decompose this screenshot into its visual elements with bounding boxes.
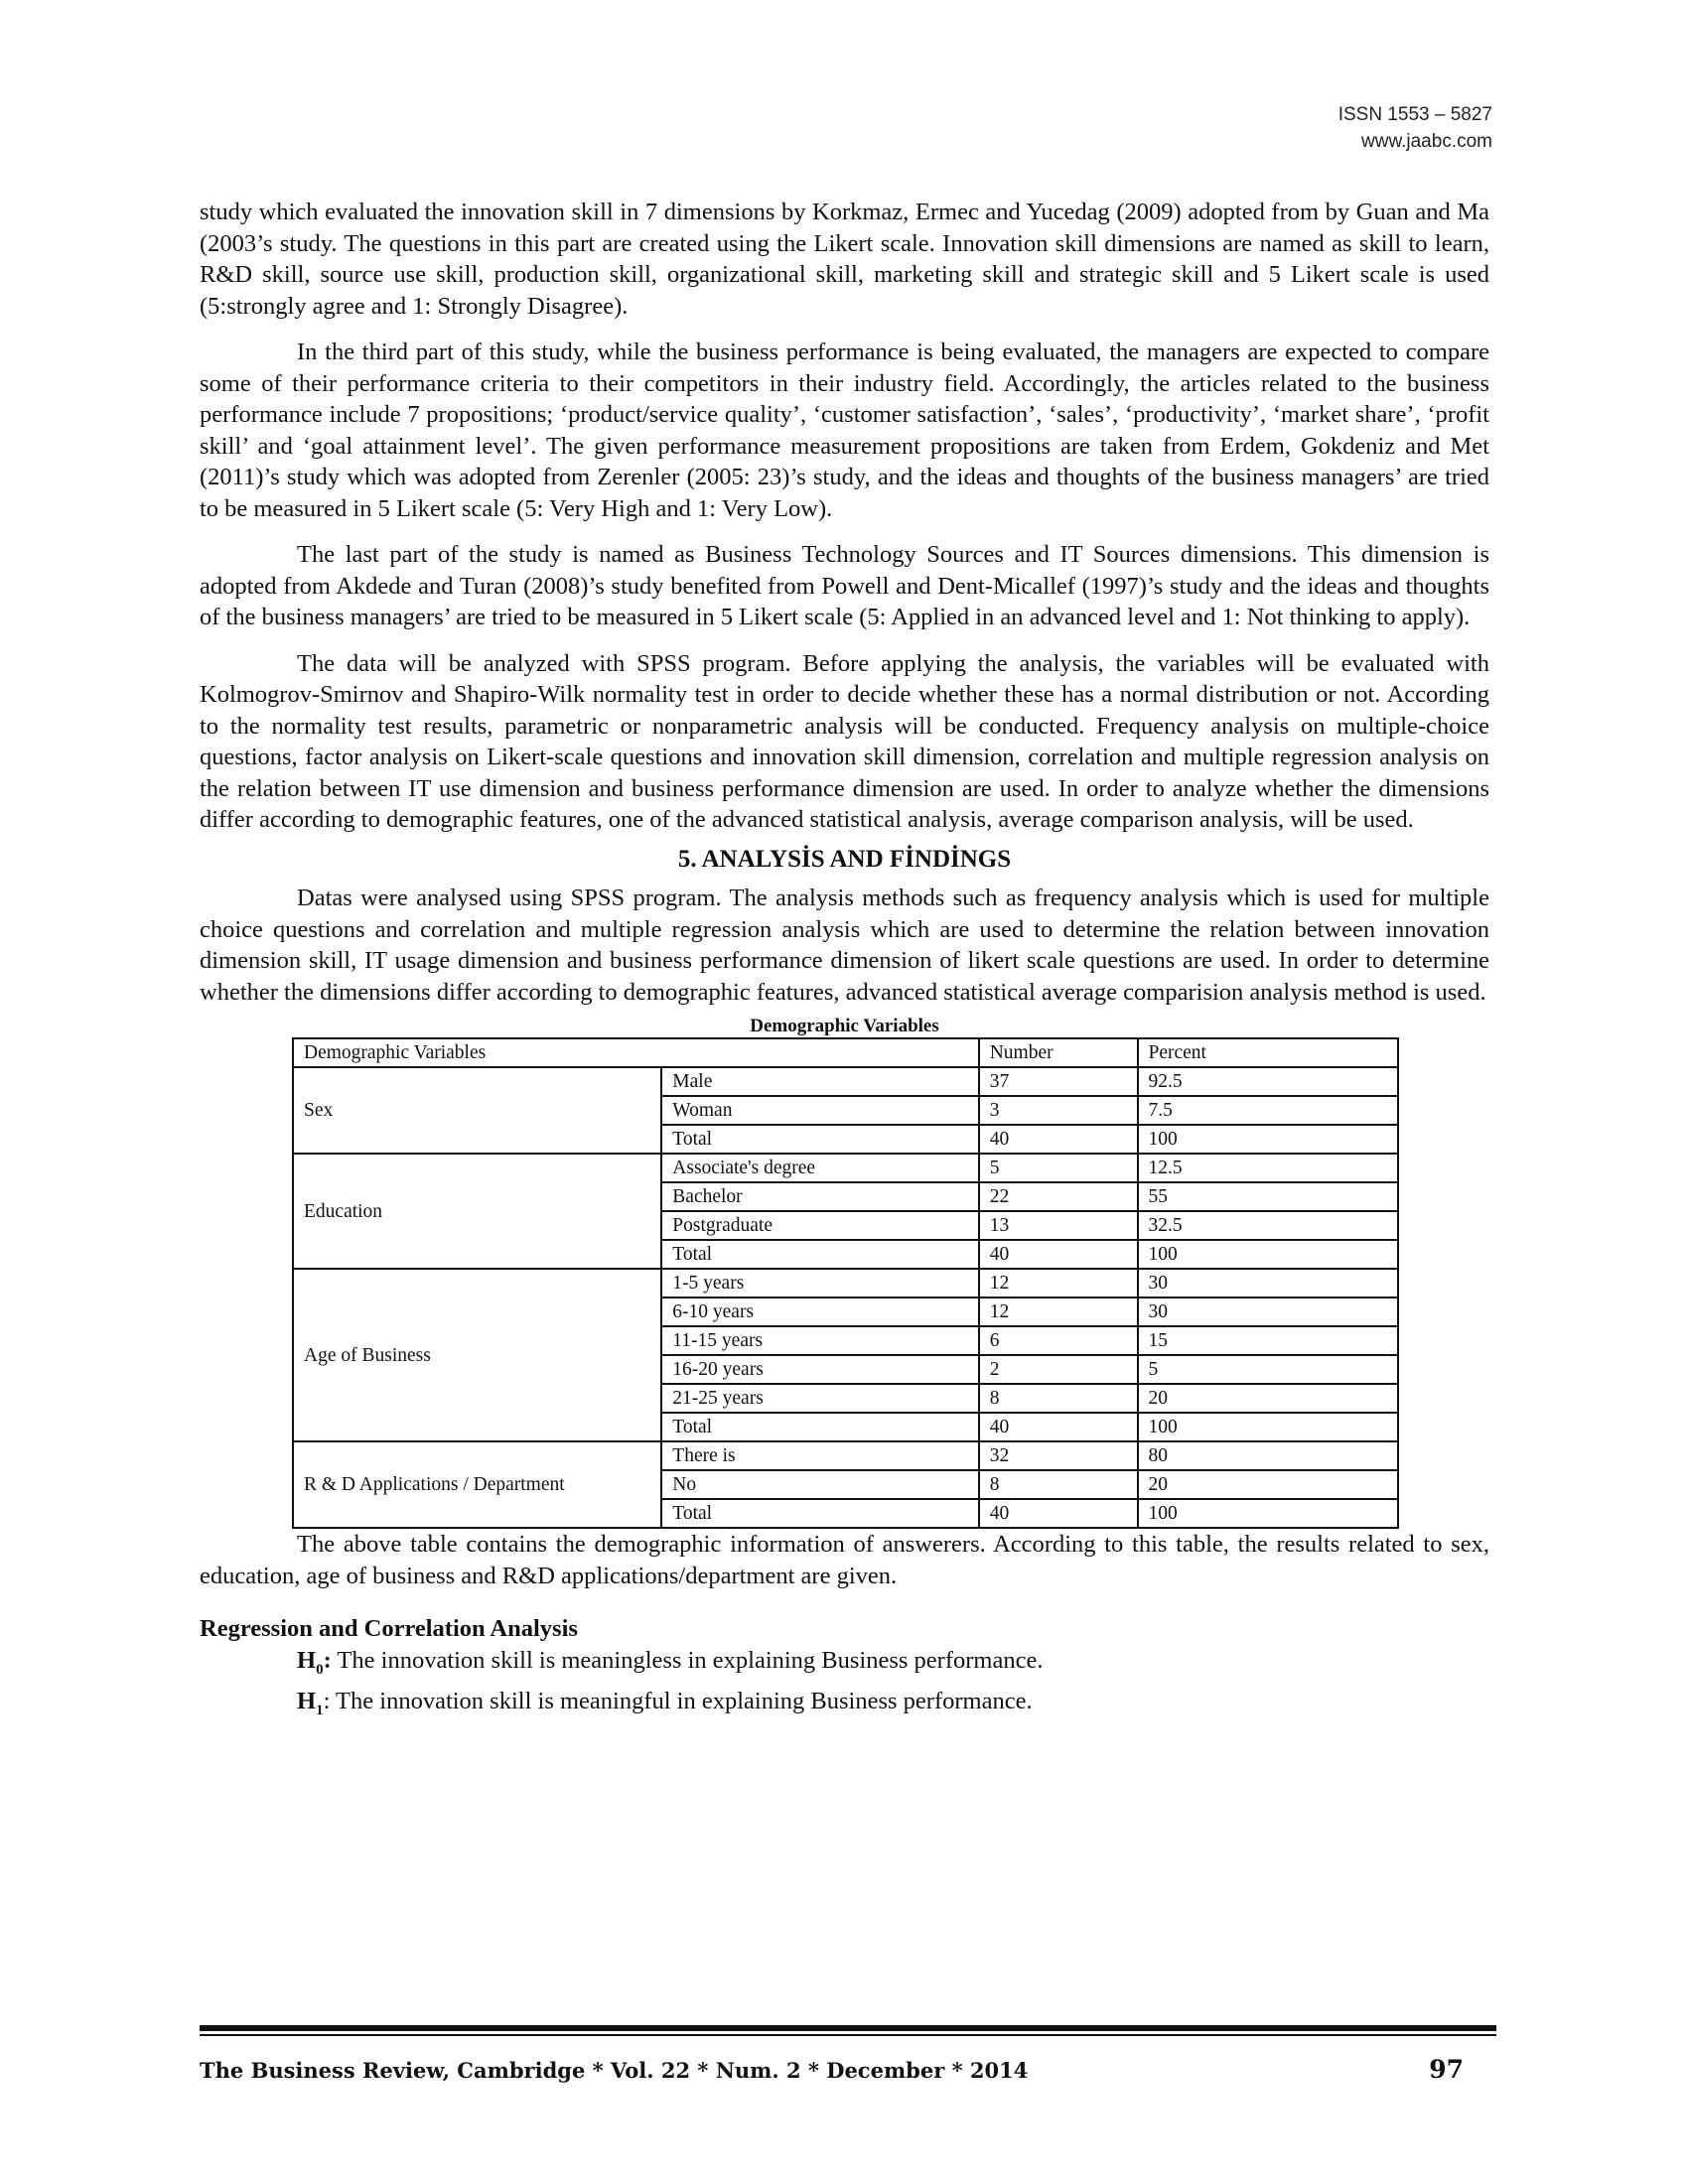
hypothesis-letter: H (297, 1687, 317, 1714)
journal-header (1338, 101, 1492, 155)
table-row (293, 1154, 1398, 1182)
number-cell: 40 (979, 1125, 1138, 1154)
demographic-table-body (293, 1038, 1398, 1528)
hypothesis-h0 (297, 1645, 1489, 1686)
number-cell: 2 (979, 1355, 1138, 1384)
category-cell: Male (661, 1067, 978, 1096)
number-cell: 40 (979, 1413, 1138, 1441)
category-cell: 6-10 years (661, 1297, 978, 1326)
table-caption: Demographic Variables (750, 1016, 939, 1036)
hypothesis-text: : The innovation skill is meaningful in explaining Business performance. (323, 1687, 1033, 1714)
number-cell: 12 (979, 1269, 1138, 1297)
number-cell: 8 (979, 1470, 1138, 1499)
category-cell: Postgraduate (661, 1211, 978, 1240)
subsection-heading: Regression and Correlation Analysis (200, 1615, 578, 1642)
hypothesis-letter: H (297, 1646, 317, 1674)
percent-cell: 30 (1138, 1297, 1399, 1326)
page-number: 97 (1429, 2055, 1464, 2084)
percent-cell: 15 (1138, 1326, 1399, 1355)
category-cell: There is (661, 1441, 978, 1470)
category-cell: 1-5 years (661, 1269, 978, 1297)
number-cell: 22 (979, 1182, 1138, 1211)
number-cell: 6 (979, 1326, 1138, 1355)
group-label-cell: Sex (293, 1067, 661, 1154)
percent-cell: 20 (1138, 1470, 1399, 1499)
percent-cell: 100 (1138, 1413, 1399, 1441)
category-cell: Total (661, 1125, 978, 1154)
percent-cell: 30 (1138, 1269, 1399, 1297)
percent-cell: 32.5 (1138, 1211, 1399, 1240)
hypothesis-colon: : (323, 1646, 332, 1674)
category-cell: 11-15 years (661, 1326, 978, 1355)
category-cell: Woman (661, 1096, 978, 1125)
table-row (293, 1441, 1398, 1470)
hypothesis-h1 (297, 1686, 1489, 1726)
paragraph: The above table contains the demographic information of answerers. According to this table, the results related to sex, education, age of business and R&D applications/department are given. (200, 1531, 1489, 1589)
paragraph: Datas were analysed using SPSS program. The analysis methods such as frequency analysis which is used for multiple choice questions and correlation and multiple regression analysis which are used to determine the relation between innovation dimension skill, IT usage dimension and business performance dimension of likert scale questions are used. In order to determine whether the dimensions differ according to demographic features, advanced statistical average comparision analysis method is used. (200, 885, 1489, 1006)
footer-journal-citation: The Business Review, Cambridge * Vol. 22 * Num. 2 * December * 2014 (200, 2058, 1029, 2083)
header-cell: Number (979, 1038, 1138, 1067)
paragraph: In the third part of this study, while the business performance is being evaluated, the managers are expected to compare some of their performance criteria to their competitors in their industry field. Accordingly, the articles related to the business performance include 7 propositions; ‘product/service quality’, ‘customer satisfaction’, ‘sales’, ‘productivity’, ‘market share’, ‘profit skill’ and ‘goal attainment level’. The given performance measurement propositions are taken from Erdem, Gokdeniz and Met (2011)’s study which was adopted from Zerenler (2005: 23)’s study, and the ideas and thoughts of the business managers’ are tried to be measured in 5 Likert scale (5: Very High and 1: Very Low). (200, 339, 1489, 522)
header-cell: Percent (1138, 1038, 1399, 1067)
table-row (293, 1067, 1398, 1096)
demographic-table (292, 1037, 1399, 1529)
number-cell: 32 (979, 1441, 1138, 1470)
paragraph: The last part of the study is named as Business Technology Sources and IT Sources dimensions. This dimension is adopted from Akdede and Turan (2008)’s study benefited from Powell and Dent-Micallef (1997)’s study and the ideas and thoughts of the business managers’ are tried to be measured in 5 Likert scale (5: Applied in an advanced level and 1: Not thinking to apply). (200, 541, 1489, 630)
number-cell: 13 (979, 1211, 1138, 1240)
number-cell: 8 (979, 1384, 1138, 1413)
percent-cell: 80 (1138, 1441, 1399, 1470)
group-label-cell: Age of Business (293, 1269, 661, 1441)
group-label-cell: R & D Applications / Department (293, 1441, 661, 1528)
percent-cell: 5 (1138, 1355, 1399, 1384)
percent-cell: 92.5 (1138, 1067, 1399, 1096)
header-cell: Demographic Variables (293, 1038, 979, 1067)
category-cell: Total (661, 1413, 978, 1441)
category-cell: 21-25 years (661, 1384, 978, 1413)
category-cell: 16-20 years (661, 1355, 978, 1384)
percent-cell: 100 (1138, 1125, 1399, 1154)
hypothesis-label (297, 1687, 324, 1718)
number-cell: 40 (979, 1499, 1138, 1528)
hypothesis-label (297, 1646, 332, 1678)
percent-cell: 100 (1138, 1240, 1399, 1269)
category-cell: No (661, 1470, 978, 1499)
percent-cell: 12.5 (1138, 1154, 1399, 1182)
number-cell: 3 (979, 1096, 1138, 1125)
number-cell: 40 (979, 1240, 1138, 1269)
category-cell: Bachelor (661, 1182, 978, 1211)
journal-website: www.jaabc.com (1361, 131, 1492, 152)
category-cell: Total (661, 1499, 978, 1528)
group-label-cell: Education (293, 1154, 661, 1269)
hypothesis-subscript: 0 (316, 1661, 324, 1678)
percent-cell: 20 (1138, 1384, 1399, 1413)
hypothesis-text: The innovation skill is meaningless in explaining Business performance. (331, 1646, 1044, 1674)
number-cell: 12 (979, 1297, 1138, 1326)
percent-cell: 7.5 (1138, 1096, 1399, 1125)
table-row (293, 1269, 1398, 1297)
hypothesis-subscript: 1 (316, 1702, 324, 1718)
number-cell: 37 (979, 1067, 1138, 1096)
footer-rule-thin (200, 2034, 1496, 2036)
number-cell: 5 (979, 1154, 1138, 1182)
section-heading: 5. ANALYSİS AND FİNDİNGS (677, 845, 1012, 873)
category-cell: Associate's degree (661, 1154, 978, 1182)
percent-cell: 55 (1138, 1182, 1399, 1211)
paragraph: study which evaluated the innovation skill in 7 dimensions by Korkmaz, Ermec and Yucedag (2009) adopted from by Guan and Ma (2003’s study. The questions in this part are created using the Likert scale. Innovation skill dimensions are named as skill to learn, R&D skill, source use skill, production skill, organizational skill, marketing skill and strategic skill and 5 Likert scale is used (5:strongly agree and 1: Strongly Disagree). (200, 199, 1489, 320)
category-cell: Total (661, 1240, 978, 1269)
footer-rule-thick (200, 2025, 1496, 2031)
paragraph: The data will be analyzed with SPSS program. Before applying the analysis, the variables will be evaluated with Kolmogrov-Smirnov and Shapiro-Wilk normality test in order to decide whether these has a normal distribution or not. According to the normality test results, parametric or nonparametric analysis will be conducted. Frequency analysis on multiple-choice questions, factor analysis on Likert-scale questions and innovation skill dimension, correlation and multiple regression analysis on the relation between IT use dimension and business performance dimension are used. In order to analyze whether the dimensions differ according to demographic features, one of the advanced statistical analysis, average comparison analysis, will be used. (200, 649, 1489, 833)
issn-number: ISSN 1553 – 5827 (1337, 104, 1492, 125)
main-text (200, 197, 1489, 1726)
table-header-row (293, 1038, 1398, 1067)
percent-cell: 100 (1138, 1499, 1399, 1528)
